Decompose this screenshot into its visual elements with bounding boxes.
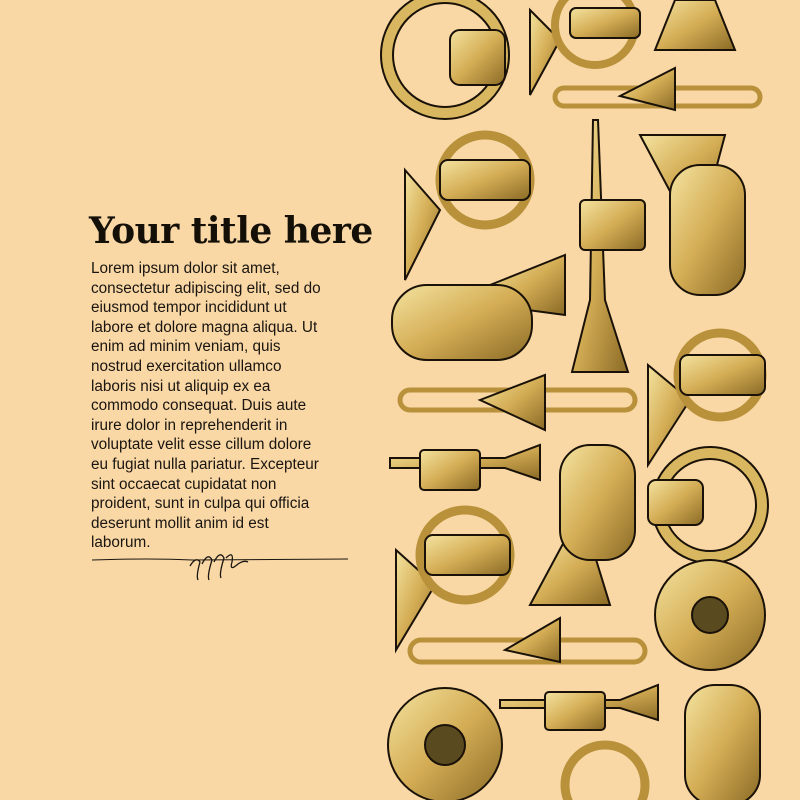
euphonium-icon <box>392 255 565 360</box>
sousaphone-icon <box>387 0 505 113</box>
french-horn-icon <box>530 0 640 95</box>
brass-instruments-illustration <box>375 0 800 800</box>
poster-title: Your title here <box>89 210 373 252</box>
sousaphone-icon <box>648 453 762 557</box>
body-line: sint occaecat cupidatat non <box>91 475 277 493</box>
tuba-icon <box>655 0 735 50</box>
body-line: eiusmod tempor incididunt ut <box>91 299 287 317</box>
flourish-divider <box>92 548 348 588</box>
body-line: consectetur adipiscing elit, sed do <box>91 279 321 297</box>
body-line: deserunt mollit anim id est <box>91 514 269 532</box>
french-horn-icon <box>405 135 530 280</box>
tuba-icon <box>640 135 745 295</box>
body-line: nostrud exercitation ullamco <box>91 357 282 375</box>
body-line: eu fugiat nulla pariatur. Excepteur <box>91 455 319 473</box>
body-line: laboris nisi ut aliquip ex ea <box>91 377 271 395</box>
trombone-icon <box>410 618 645 662</box>
body-line: irure dolor in reprehenderit in <box>91 416 288 434</box>
trombone-icon <box>400 375 635 430</box>
french-horn-icon <box>648 333 765 465</box>
french-horn-icon <box>396 510 510 650</box>
tuba-icon <box>685 685 760 800</box>
body-line: proident, sunt in culpa qui officia <box>91 495 310 513</box>
french-horn-icon <box>565 745 645 800</box>
body-line: laborum. <box>91 534 151 552</box>
body-line: commodo consequat. Duis aute <box>91 397 307 415</box>
body-text <box>91 259 371 553</box>
body-line: voluptate velit esse cillum dolore <box>91 436 312 454</box>
body-line: enim ad minim veniam, quis <box>91 338 281 356</box>
trumpet-icon <box>390 445 540 490</box>
body-line: labore et dolore magna aliqua. Ut <box>91 318 318 336</box>
trumpet-icon <box>500 685 658 730</box>
body-line: Lorem ipsum dolor sit amet, <box>91 260 280 277</box>
tuba-icon <box>530 445 635 605</box>
trumpet-icon <box>572 120 645 372</box>
cymbal-icon <box>655 560 765 670</box>
trombone-icon <box>555 68 760 110</box>
cymbal-icon <box>388 688 502 800</box>
